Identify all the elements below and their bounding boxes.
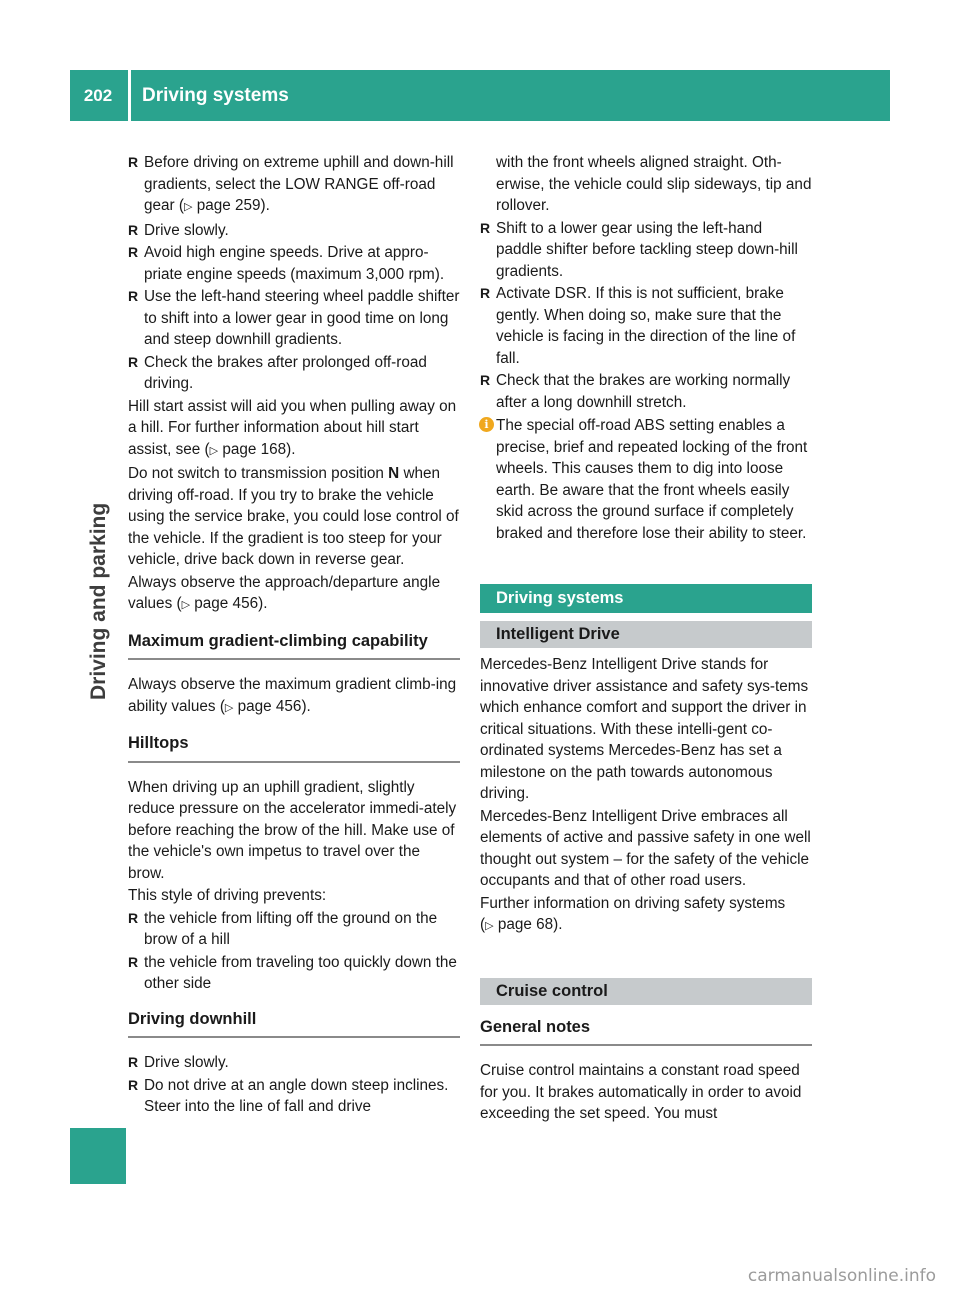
list-item: R Do not drive at an angle down steep inclines. Steer into the line of fall and drive: [128, 1076, 449, 1115]
bullet-icon: R: [128, 154, 139, 170]
max-gradient-paragraph: Always observe the maximum gradient climb-ing ability values (▷ page 456).: [128, 676, 457, 715]
arrow-right-icon: ▷: [485, 920, 494, 932]
page-header: [70, 70, 890, 121]
bullet-icon: R: [480, 372, 491, 388]
list-item: R Use the left-hand steering wheel paddle shifter to shift into a lower gear in good time on long and steep downhill gradients.: [128, 288, 460, 348]
cruise-paragraph: Cruise control maintains a constant road speed for you. It brakes automatically in order to avoid exceeding the set speed. You must: [480, 1062, 802, 1122]
arrow-right-icon: ▷: [181, 599, 191, 611]
intelligent-drive-paragraph-2: Mercedes-Benz Intelligent Drive embraces all elements of active and passive safety in one well thought out system – for the safety of the vehicle occupants and that of other road users.: [480, 807, 811, 889]
bullet-icon: R: [128, 953, 139, 970]
section-title: Driving systems: [480, 584, 812, 613]
subsection-title: Intelligent Drive: [480, 621, 812, 648]
section-heading: Driving downhill: [128, 1009, 460, 1039]
header-divider: [128, 70, 131, 121]
neutral-paragraph: Do not switch to transmission position N when driving off-road. If you try to brake the vehicle using the service brake, you could lose control of the vehicle. If the gradient is too steep for your vehicle, drive back down in reverse gear.: [128, 465, 459, 568]
bullet-icon: R: [128, 288, 139, 304]
gear-position: N: [388, 465, 400, 482]
bullet-icon: R: [128, 244, 139, 260]
info-note: i The special off-road ABS setting enables a precise, brief and repeated locking of the front wheels. This causes them to dig into loose earth. Be aware that the front wheels easily skid across the ground surface if completely braked and therefore lose their ability to steer.: [480, 415, 812, 544]
page-reference[interactable]: ▷ page 259: [183, 197, 261, 214]
list-item: R the vehicle from traveling too quickly down the other side: [128, 953, 457, 992]
list-item: R Check the brakes after prolonged off-road driving.: [128, 353, 427, 392]
page-reference[interactable]: ▷ page 456: [224, 697, 302, 715]
arrow-right-icon: ▷: [209, 444, 219, 457]
chapter-tab: [84, 240, 114, 700]
right-column: [480, 152, 812, 1126]
bullet-icon: R: [128, 1076, 139, 1093]
list-item: R the vehicle from lifting off the ground on the brow of a hill: [128, 909, 438, 948]
page-reference[interactable]: ▷ page 456: [181, 595, 259, 612]
bullet-icon: R: [128, 221, 139, 238]
list-item: R Before driving on extreme uphill and down-hill gradients, select the LOW RANGE off-road gear (▷ page 259).: [128, 154, 454, 214]
prevents-paragraph: This style of driving prevents:: [128, 887, 327, 904]
page-reference[interactable]: ▷ page 68: [485, 916, 554, 933]
bullet-icon: R: [128, 1054, 139, 1070]
page-number: 202: [83, 85, 113, 105]
arrow-right-icon: ▷: [224, 701, 234, 714]
chapter-marker: [70, 1128, 126, 1184]
further-info-paragraph: Further information on driving safety systems (▷ page 68).: [480, 894, 786, 933]
chapter-label: Driving and parking: [87, 502, 110, 700]
section-heading: Maximum gradient-climbing capability: [128, 631, 460, 661]
list-item: R Avoid high engine speeds. Drive at appro-priate engine speeds (maximum 3,000 rpm).: [128, 244, 445, 283]
list-item: R Shift to a lower gear using the left-hand paddle shifter before tackling steep down-hill gradients.: [480, 219, 798, 280]
page-reference[interactable]: ▷ page 168: [209, 440, 287, 458]
page-title: Driving systems: [142, 85, 289, 106]
list-item: R Activate DSR. If this is not sufficient, brake gently. When doing so, make sure that the vehicle is facing in the direction of the line of fall.: [480, 285, 796, 367]
continuation-paragraph: with the front wheels aligned straight. Oth-erwise, the vehicle could slip sideways, tip and rollover.: [496, 154, 812, 214]
list-item: R Drive slowly.: [128, 220, 460, 242]
left-column: [128, 152, 460, 1119]
subsection-title: Cruise control: [480, 978, 812, 1005]
hilltops-paragraph: When driving up an uphill gradient, slightly reduce pressure on the accelerator immedi-ately before reaching the brow of the hill. Make use of the vehicle's own impetus to travel over the brow.: [128, 778, 457, 882]
section-heading: General notes: [480, 1017, 812, 1047]
list-item: R Drive slowly.: [128, 1052, 460, 1074]
watermark: carmanualsonline.info: [747, 1266, 936, 1286]
bullet-icon: R: [480, 219, 491, 236]
list-item: R Check that the brakes are working normally after a long downhill stretch.: [480, 372, 791, 411]
hill-start-paragraph: Hill start assist will aid you when pulling away on a hill. For further information about hill start assist, see (▷ page 168).: [128, 397, 457, 458]
bullet-icon: R: [128, 353, 139, 370]
bullet-icon: R: [480, 285, 491, 301]
approach-paragraph: Always observe the approach/departure angle values (▷ page 456).: [128, 573, 441, 612]
info-icon: i: [479, 417, 494, 432]
section-heading: Hilltops: [128, 733, 460, 763]
arrow-right-icon: ▷: [183, 201, 193, 213]
bullet-icon: R: [128, 909, 139, 926]
intelligent-drive-paragraph-1: Mercedes-Benz Intelligent Drive stands for innovative driver assistance and safety sys-tems which enhance comfort and support the driver in critical situations. With these intelli-gent co-ordinated systems Mercedes-Benz has set a milestone on the path towards autonomous driving.: [480, 656, 809, 802]
